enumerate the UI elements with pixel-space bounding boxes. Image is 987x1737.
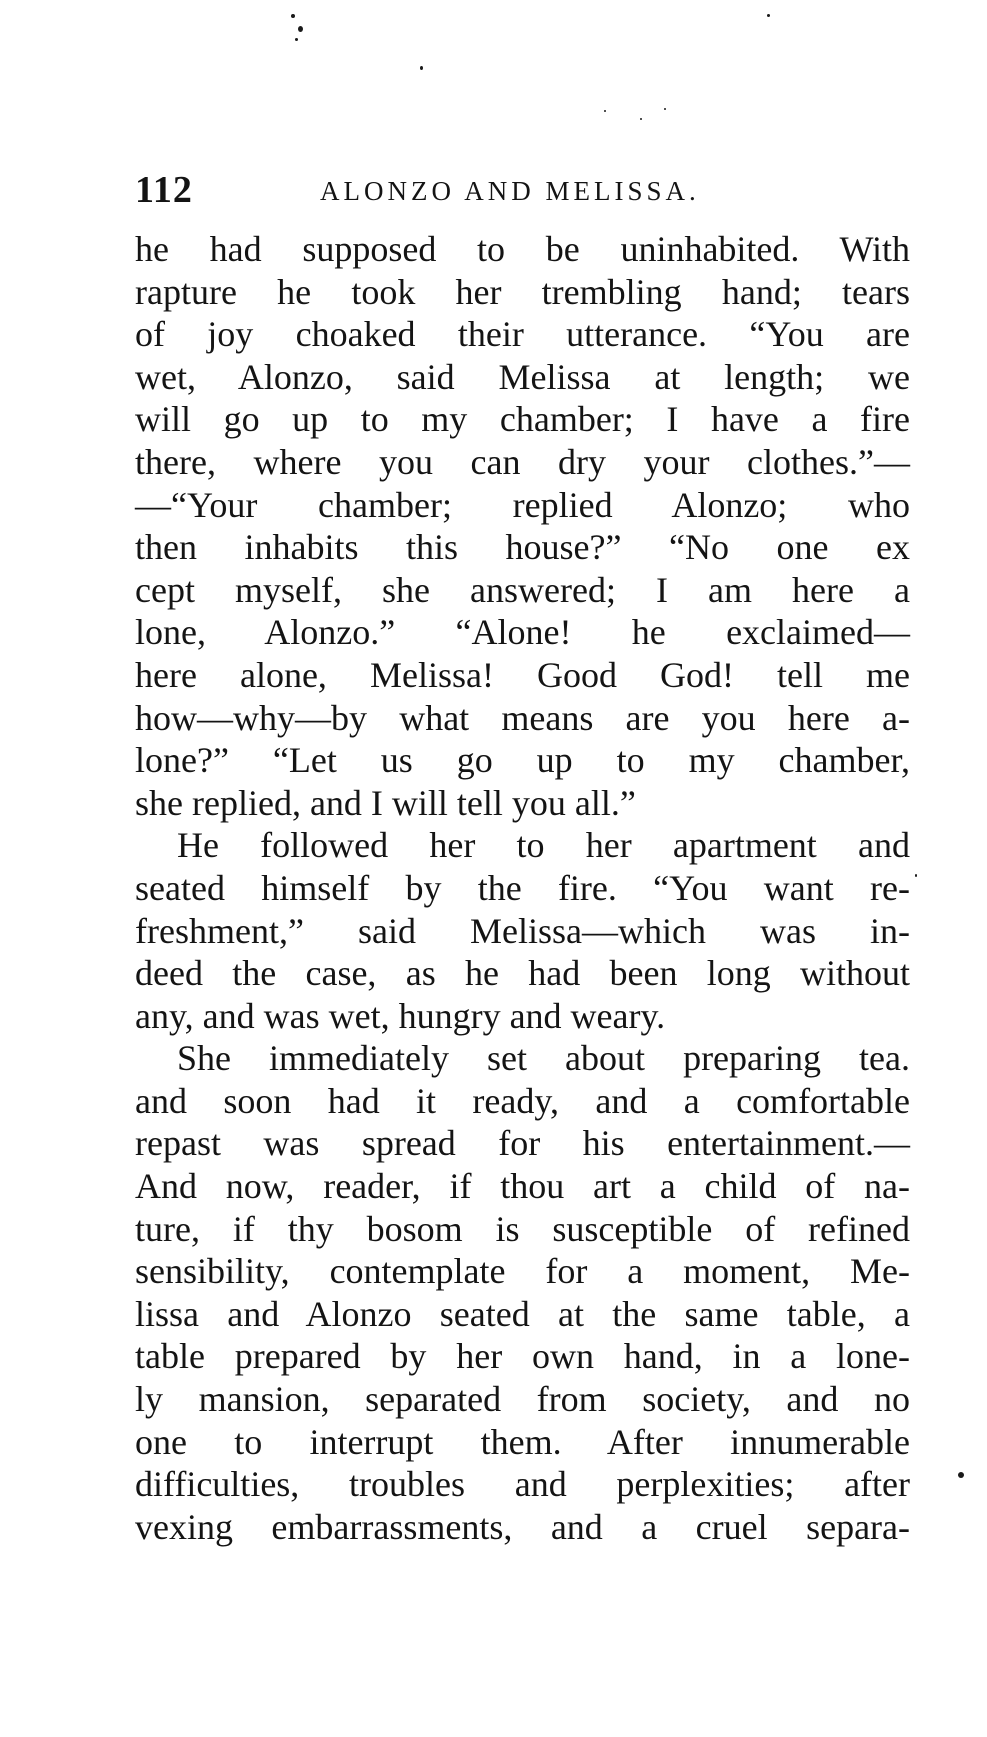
body-text: [135, 228, 910, 1548]
ink-speck: [604, 110, 606, 112]
text-line: And now, reader, if thou art a child of na-: [135, 1166, 910, 1207]
text-line: ly mansion, separated from society, and no: [135, 1379, 910, 1420]
text-line: difficulties, troubles and perplexities; after: [135, 1464, 910, 1505]
ink-speck: [958, 1472, 964, 1478]
text-line: of joy choaked their utterance. “You are: [135, 314, 910, 355]
text-line: how—why—by what means are you here a-: [135, 697, 910, 738]
paragraph: [135, 228, 910, 824]
text-line: lone, Alonzo.” “Alone! he exclaimed—: [135, 612, 910, 653]
text-line: will go up to my chamber; I have a fire: [135, 399, 910, 440]
page-number: 112: [135, 169, 193, 211]
text-line: cept myself, she answered; I am here a: [135, 569, 910, 610]
text-line: and soon had it ready, and a comfortable: [135, 1080, 910, 1121]
paragraph: [135, 824, 910, 1037]
paragraph: [135, 1037, 910, 1548]
text-line: lissa and Alonzo seated at the same table, a: [135, 1293, 910, 1334]
text-line: vexing embarrassments, and a cruel separa-: [135, 1506, 910, 1547]
ink-speck: [291, 14, 295, 18]
text-line: deed the case, as he had been long without: [135, 953, 910, 994]
text-line: lone?” “Let us go up to my chamber,: [135, 740, 910, 781]
ink-speck: [298, 26, 303, 32]
text-line: repast was spread for his entertainment.—: [135, 1123, 910, 1164]
text-line: rapture he took her trembling hand; tears: [135, 271, 910, 312]
ink-speck: [915, 874, 917, 877]
text-line: one to interrupt them. After innumerable: [135, 1421, 910, 1462]
ink-speck: [664, 108, 666, 110]
text-line: any, and was wet, hungry and weary.: [135, 995, 666, 1036]
text-line: there, where you can dry your clothes.”—: [135, 441, 910, 482]
text-line: ture, if thy bosom is susceptible of refined: [135, 1208, 910, 1249]
running-title: ALONZO AND MELISSA.: [320, 176, 700, 206]
text-line: then inhabits this house?” “No one ex: [135, 527, 910, 568]
ink-speck: [640, 118, 642, 120]
text-line: —“Your chamber; replied Alonzo; who: [135, 484, 910, 525]
text-line: seated himself by the fire. “You want re-: [135, 867, 910, 908]
text-line: she replied, and I will tell you all.”: [135, 782, 636, 823]
text-line: wet, Alonzo, said Melissa at length; we: [135, 356, 910, 397]
text-line: table prepared by her own hand, in a lone-: [135, 1336, 910, 1377]
text-line: She immediately set about preparing tea.: [177, 1038, 910, 1079]
ink-speck: [295, 38, 298, 41]
text-line: he had supposed to be uninhabited. With: [135, 229, 910, 269]
ink-speck: [767, 14, 770, 17]
text-line: He followed her to her apartment and: [177, 825, 910, 866]
text-line: freshment,” said Melissa—which was in-: [135, 910, 910, 951]
text-line: sensibility, contemplate for a moment, Me-: [135, 1251, 910, 1292]
page-header: [135, 168, 755, 214]
ink-speck: [420, 66, 423, 70]
text-line: here alone, Melissa! Good God! tell me: [135, 654, 910, 695]
